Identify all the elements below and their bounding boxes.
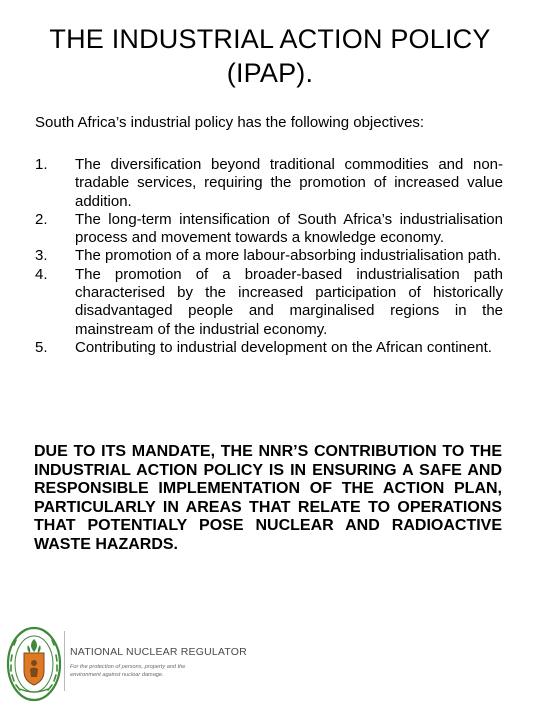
list-item-number: 4. [35, 265, 48, 283]
slide-title: THE INDUSTRIAL ACTION POLICY (IPAP). [49, 24, 491, 88]
list-item-number: 2. [35, 210, 48, 228]
footer-branding [0, 615, 300, 715]
nnr-seal-icon [6, 625, 62, 703]
list-item [35, 211, 503, 248]
list-item-text: The promotion of a more labour-absorbing industrialisation path. [75, 247, 502, 265]
org-name: NATIONAL NUCLEAR REGULATOR [70, 646, 247, 658]
list-item [35, 266, 503, 339]
list-item-number: 3. [35, 247, 48, 265]
intro-text: South Africa’s industrial policy has the following objectives: [35, 114, 425, 131]
list-item-text: The promotion of a broader-based industrialisation path characterised by the increased participation of historically disadvantaged people and marginalised regions in the mainstream of the industrial economy. [75, 265, 503, 338]
list-item-number: 5. [35, 338, 48, 356]
list-item-text: The diversification beyond traditional commodities and non-tradable services, requiring the promotion of increased value addition. [75, 156, 503, 210]
list-item-text: The long-term intensification of South Africa’s industrialisation process and movement towards a knowledge economy. [75, 210, 503, 247]
list-item [35, 156, 503, 211]
org-tagline: For the protection of persons, property and the environment against nuclear damage. [70, 664, 186, 678]
list-item-text: Contributing to industrial development on the African continent. [75, 338, 492, 356]
objectives-list [35, 156, 503, 357]
footer-divider [64, 631, 65, 691]
list-item [35, 247, 503, 265]
list-item-number: 1. [35, 156, 48, 173]
list-item [35, 339, 503, 357]
mandate-statement: DUE TO ITS MANDATE, THE NNR’S CONTRIBUTION TO THE INDUSTRIAL ACTION POLICY IS IN ENSURING A SAFE AND RESPONSIBLE IMPLEMENTATION OF THE ACTION PLAN, PARTICULARLY IN AREAS THAT RELATE TO OPERATIONS THAT POTENTIALY POSE NUCLEAR AND RADIOACTIVE WASTE HAZARDS. [34, 443, 502, 553]
